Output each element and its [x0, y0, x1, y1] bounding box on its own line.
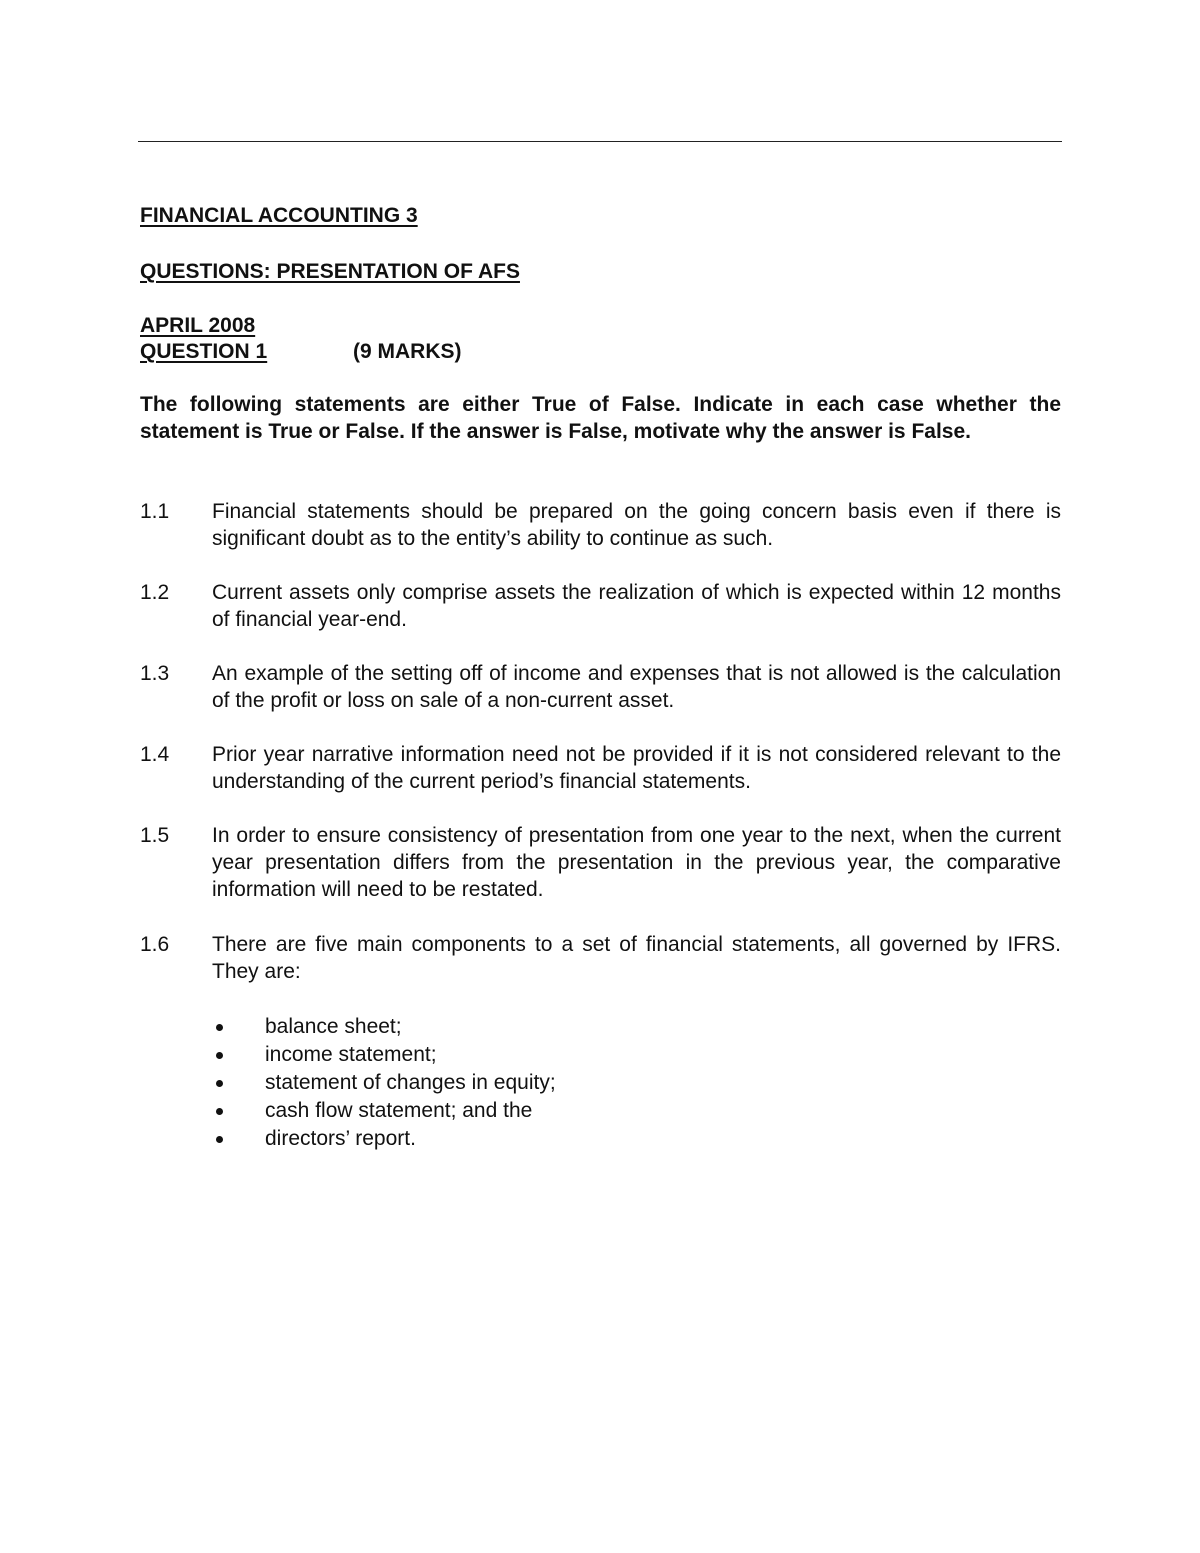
statement-item: [140, 579, 1061, 633]
list-item-text: income statement;: [265, 1043, 437, 1066]
list-item: [210, 1041, 556, 1069]
statement-item: [140, 741, 1061, 795]
statement-number: 1.5: [140, 824, 170, 847]
statement-text: Financial statements should be prepared on the going concern basis even if there is significant doubt as to the entity’s ability to continue as such.: [212, 500, 1061, 550]
bullet-icon: [216, 1052, 223, 1059]
statement-item: [140, 498, 1061, 552]
header-rule: [138, 141, 1062, 142]
statement-item: [140, 660, 1061, 714]
exam-date: APRIL 2008: [140, 314, 256, 337]
statement-number: 1.6: [140, 933, 170, 956]
statement-text: Current assets only comprise assets the realization of which is expected within 12 months of financial year-end.: [212, 581, 1061, 631]
statement-text: Prior year narrative information need not be provided if it is not considered relevant to the understanding of the current period’s financial statements.: [212, 743, 1061, 793]
list-item-text: directors’ report.: [265, 1127, 416, 1150]
section-title: QUESTIONS: PRESENTATION OF AFS: [140, 260, 520, 283]
question-instructions: The following statements are either True of False. Indicate in each case whether the statement is True or False. If the answer is False, motivate why the answer is False.: [140, 393, 1061, 443]
question-label: QUESTION 1: [140, 340, 268, 363]
statement-number: 1.2: [140, 581, 170, 604]
list-item-text: statement of changes in equity;: [265, 1071, 556, 1094]
list-item-text: balance sheet;: [265, 1015, 402, 1038]
course-title: FINANCIAL ACCOUNTING 3: [140, 204, 418, 227]
statement-number: 1.3: [140, 662, 170, 685]
list-item: [210, 1097, 556, 1125]
statement-number: 1.1: [140, 500, 170, 523]
bullet-icon: [216, 1024, 223, 1031]
list-item: [210, 1013, 556, 1041]
list-item: [210, 1069, 556, 1097]
components-list: [210, 1013, 556, 1153]
statement-text: There are five main components to a set of financial statements, all governed by IFRS. They are:: [212, 933, 1061, 983]
statement-number: 1.4: [140, 743, 170, 766]
bullet-icon: [216, 1108, 223, 1115]
bullet-icon: [216, 1080, 223, 1087]
list-item-text: cash flow statement; and the: [265, 1099, 533, 1122]
statement-item: [140, 822, 1061, 903]
list-item: [210, 1125, 556, 1153]
statement-item: [140, 931, 1061, 985]
statement-text: An example of the setting off of income and expenses that is not allowed is the calculation of the profit or loss on sale of a non-current asset.: [212, 662, 1061, 712]
bullet-icon: [216, 1136, 223, 1143]
question-marks: (9 MARKS): [353, 340, 462, 363]
statement-text: In order to ensure consistency of presentation from one year to the next, when the current year presentation differs from the presentation in the previous year, the comparative information will need to be restated.: [212, 824, 1061, 901]
